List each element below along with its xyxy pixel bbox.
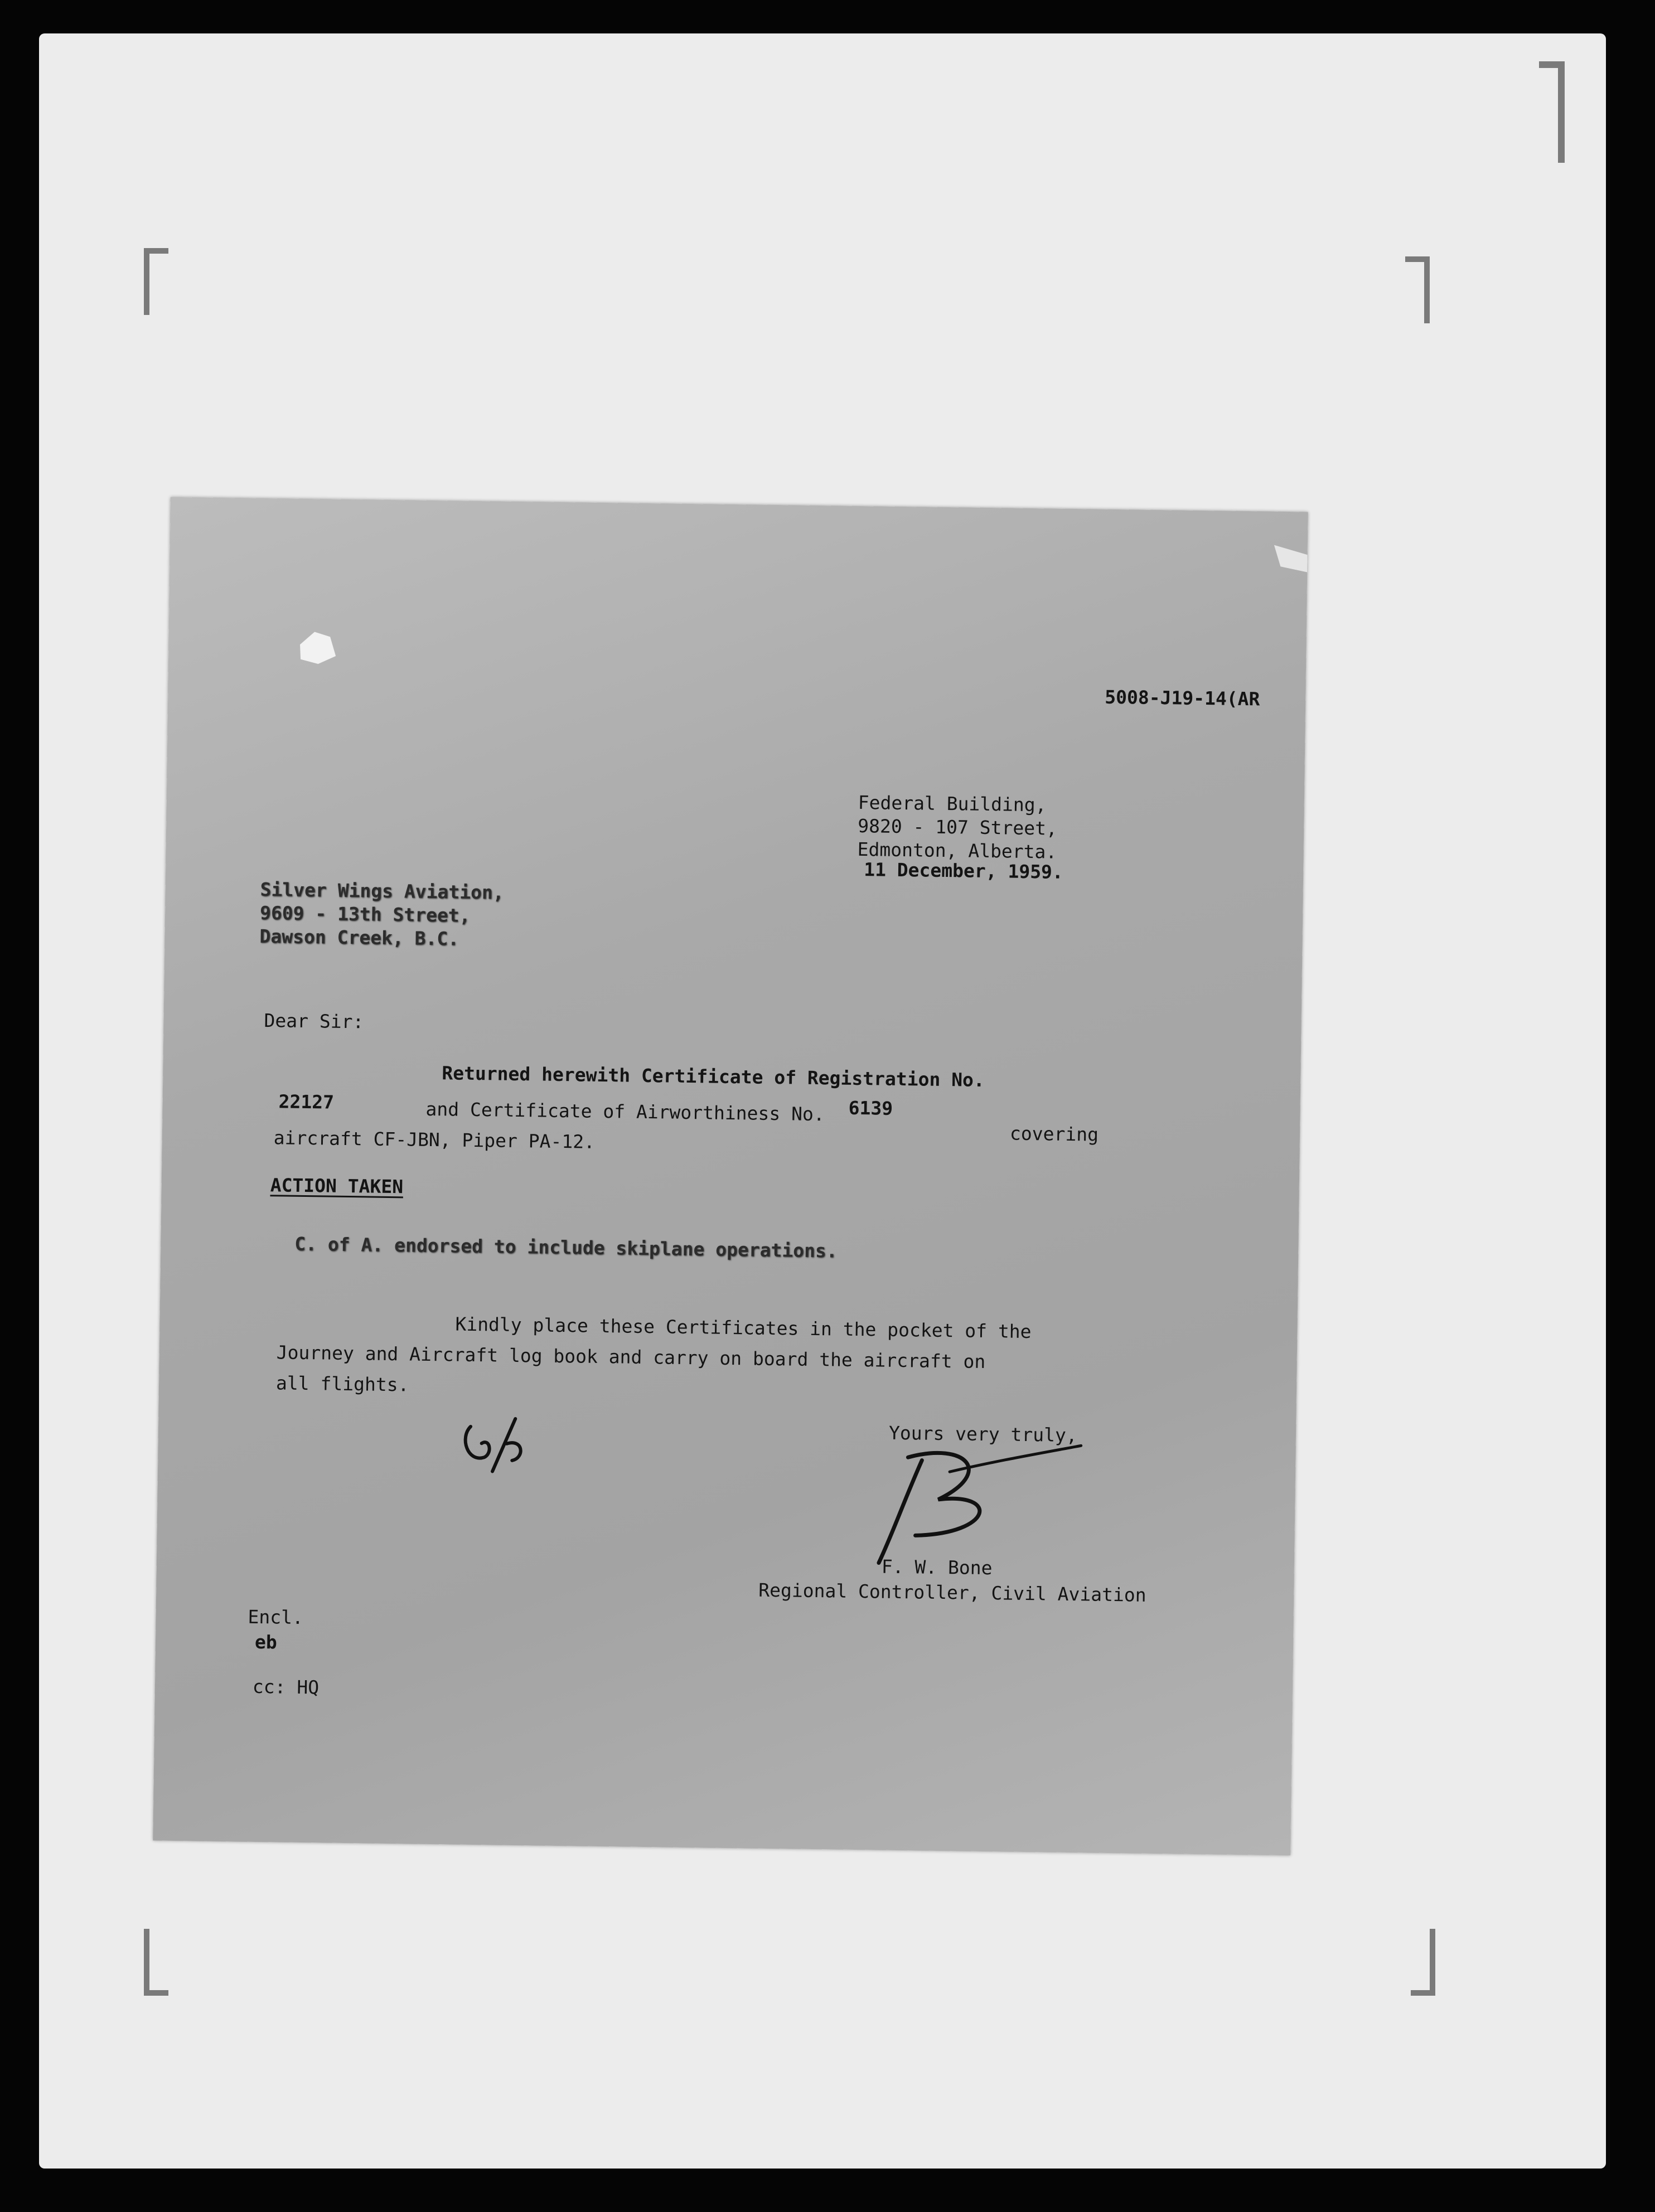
recipient-address-line-2: 9609 - 13th Street, <box>259 901 471 926</box>
paragraph-1-line-2: and Certificate of Airworthiness No. <box>425 1098 825 1126</box>
paragraph-2-line-3: all flights. <box>275 1372 409 1396</box>
crop-mark-bottom-right <box>1411 1929 1435 1996</box>
paper-tear <box>297 630 336 667</box>
action-taken-heading: ACTION TAKEN <box>270 1174 404 1198</box>
paragraph-1-line-3: aircraft CF-JBN, Piper PA-12. <box>273 1127 596 1153</box>
letter-sheet <box>153 497 1308 1855</box>
crop-mark-top-right <box>1405 256 1430 323</box>
signature <box>854 1437 1090 1574</box>
crop-mark-top-left <box>144 248 168 315</box>
sender-address-line-1: Federal Building, <box>858 791 1047 816</box>
recipient-address-line-3: Dawson Creek, B.C. <box>259 925 459 950</box>
frame-edge-mark <box>1539 61 1565 163</box>
covering-word: covering <box>1009 1122 1099 1146</box>
closing: Yours very truly, <box>888 1422 1077 1447</box>
paragraph-2-line-2: Journey and Aircraft log book and carry on board the aircraft on <box>276 1341 986 1373</box>
signatory-name: F. W. Bone <box>881 1555 993 1579</box>
crop-mark-bottom-left <box>144 1929 168 1996</box>
action-taken-text: C. of A. endorsed to include skiplane operations. <box>294 1233 838 1262</box>
airworthiness-number: 6139 <box>848 1097 893 1119</box>
letter-date: 11 December, 1959. <box>863 858 1064 883</box>
recipient-address-line-1: Silver Wings Aviation, <box>260 878 504 904</box>
sender-address-line-2: 9820 - 107 Street, <box>857 814 1058 840</box>
registration-number: 22127 <box>278 1090 335 1113</box>
paper-fold-corner <box>1274 545 1308 573</box>
sender-address-line-3: Edmonton, Alberta. <box>857 838 1057 863</box>
paragraph-1-line-1: Returned herewith Certificate of Registration No. <box>442 1062 985 1091</box>
signatory-title: Regional Controller, Civil Aviation <box>758 1579 1146 1606</box>
paragraph-2-line-1: Kindly place these Certificates in the pocket of the <box>455 1313 1032 1343</box>
enclosure-note: Encl. <box>248 1605 304 1629</box>
typist-initials: eb <box>254 1631 277 1653</box>
handwritten-initials-mark <box>453 1404 538 1483</box>
salutation: Dear Sir: <box>264 1010 364 1033</box>
cc-line: cc: HQ <box>252 1675 320 1699</box>
file-reference: 5008-J19-14(AR <box>1105 686 1260 710</box>
